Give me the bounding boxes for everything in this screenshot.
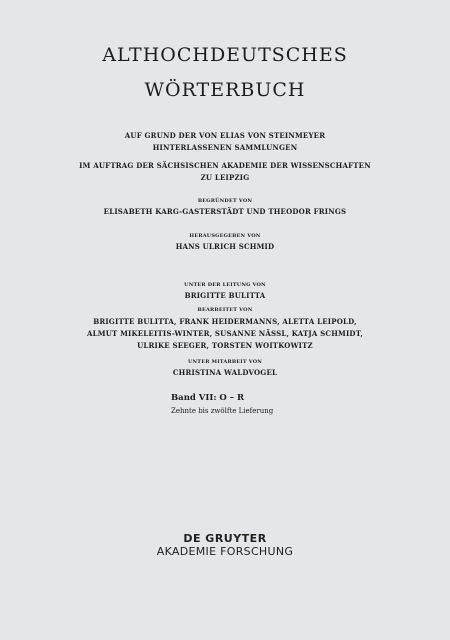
collaboration-names: CHRISTINA WALDVOGEL xyxy=(172,368,278,377)
direction-label: UNTER DER LEITUNG VON xyxy=(184,282,266,288)
collaboration-label: UNTER MITARBEIT VON xyxy=(187,359,263,365)
contributors-line-3: ULRIKE SEEGER, TORSTEN WOITKOWITZ xyxy=(137,341,313,350)
contributors-line-1: BRIGITTE BULITTA, FRANK HEIDERMANNS, ALETTA LEIPOLD, xyxy=(93,317,357,326)
volume-lieferung: Zehnte bis zwölfte Lieferung xyxy=(171,407,274,415)
contributors-label: BEARBEITET VON xyxy=(197,307,253,313)
editor-label: HERAUSGEGEBEN VON xyxy=(189,233,261,239)
commission-line-2: ZU LEIPZIG xyxy=(200,173,250,182)
commission-line-1: IM AUFTRAG DER SÄCHSISCHEN AKADEMIE DER WISSENSCHAFTEN xyxy=(79,161,371,170)
title-line-1: ALTHOCHDEUTSCHES xyxy=(102,44,348,66)
volume-band: Band VII: O – R xyxy=(171,393,245,403)
founders-label: BEGRÜNDET VON xyxy=(197,198,253,204)
direction-names: BRIGITTE BULITTA xyxy=(184,291,266,300)
basis-line-2: HINTERLASSENEN SAMMLUNGEN xyxy=(152,143,298,152)
founders-names: ELISABETH KARG-GASTERSTÄDT UND THEODOR FRINGS xyxy=(103,207,347,216)
title-line-2: WÖRTERBUCH xyxy=(144,79,306,101)
editor-names: HANS ULRICH SCHMID xyxy=(175,242,275,251)
publisher-imprint: AKADEMIE FORSCHUNG xyxy=(156,545,294,558)
publisher-name: DE GRUYTER xyxy=(183,532,267,545)
basis-line-1: AUF GRUND DER VON ELIAS VON STEINMEYER xyxy=(124,131,326,140)
contributors-line-2: ALMUT MIKELEITIS-WINTER, SUSANNE NÄSSL, KATJA SCHMIDT, xyxy=(87,329,363,338)
